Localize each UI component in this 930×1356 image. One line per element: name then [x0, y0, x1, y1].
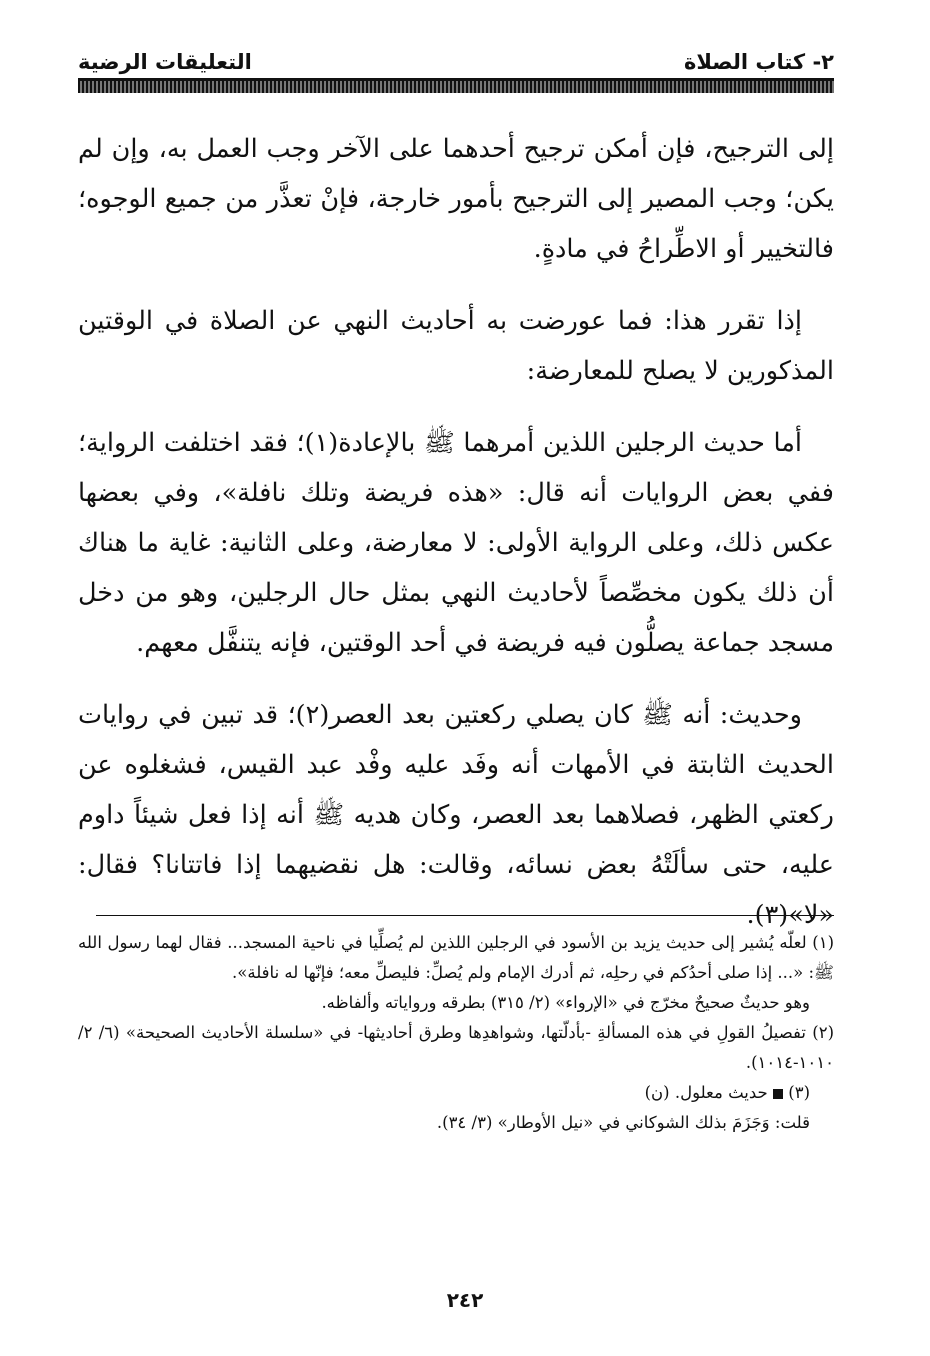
- square-marker-icon: [773, 1089, 783, 1099]
- paragraph: إلى الترجيح، فإن أمكن ترجيح أحدهما على الآخر وجب العمل به، وإن لم يكن؛ وجب المصير إلى الترجيح بأمور خارجة، فإنْ تعذَّر من جميع الوجوه؛ فالتخيير أو الاطِّراحُ في مادةٍ.: [78, 134, 834, 264]
- main-text: [78, 124, 834, 962]
- paragraph: أما حديث الرجلين اللذين أمرهما ﷺ بالإعادة(١)؛ فقد اختلفت الرواية؛ ففي بعض الروايات أنه قال: «هذه فريضة وتلك نافلة»، وفي بعضها عكس ذلك، وعلى الرواية الأولى: لا معارضة، وعلى الثانية: غاية ما هناك أن ذلك يكون مخصِّصاً لأحاديث النهي بمثل حال الرجلين، وهو من دخل مسجد جماعة يصلُّون فيه فريضة في أحد الوقتين، فإنه يتنفَّل معهم.: [78, 428, 834, 658]
- footnote-rule: [96, 915, 834, 916]
- running-header: [78, 38, 834, 74]
- footnote-2: (٢) تفصيلُ القولِ في هذه المسألةِ -بأدلّتها، وشواهدِها وطرق أحاديثها- في «سلسلة الأحاديث الصحيحة» (٦/ ٢/ ١٠١٠-١٠١٤).: [78, 1023, 834, 1072]
- book-title: التعليقات الرضية: [78, 50, 252, 74]
- footnote-1-note: وهو حديثٌ صحيحٌ مخرّج في «الإرواء» (٢/ ٣١٥) بطرقه ورواياته وألفاظه.: [321, 993, 810, 1012]
- paragraph: إذا تقرر هذا: فما عورضت به أحاديث النهي عن الصلاة في الوقتين المذكورين لا يصلح للمعارضة:: [78, 306, 834, 386]
- footnotes: [78, 928, 834, 1138]
- footnote-3-note: قلت: وَجَزَمَ بذلك الشوكاني في «نيل الأوطار» (٣/ ٣٤).: [436, 1113, 810, 1132]
- chapter-title: ٢- كتاب الصلاة: [683, 50, 834, 74]
- page-number: ٢٤٢: [446, 1288, 484, 1312]
- footnote-1: (١) لعلّه يُشير إلى حديث يزيد بن الأسود في الرجلين اللذين لم يُصلِّيا في ناحية المسجد... فقال لهما رسول الله ﷺ: «... إذا صلى أحدُكم في رحلِه، ثم أدرك الإمام ولم يُصلِّ: فليصلِّ معه؛ فإنّها له نافلة».: [78, 933, 834, 982]
- paragraph: وحديث: أنه ﷺ كان يصلي ركعتين بعد العصر(٢)؛ قد تبين في روايات الحديث الثابتة في الأمهات أنه وفَد عليه وفْد عبد القيس، فشغلوه عن ركعتي الظهر، فصلاهما بعد العصر، وكان هديه ﷺ أنه إذا فعل شيئاً داوم عليه، حتى سألَتْهُ بعض نسائه، وقالت: هل نقضيهما إذا فاتتانا؟ فقال: «لا»(٣).: [78, 700, 834, 930]
- footnote-3-text: حديث معلول. (ن): [644, 1083, 768, 1102]
- header-rule: [78, 78, 834, 93]
- footnote-3-number: (٣): [788, 1083, 810, 1102]
- footnote-3: [78, 1078, 834, 1108]
